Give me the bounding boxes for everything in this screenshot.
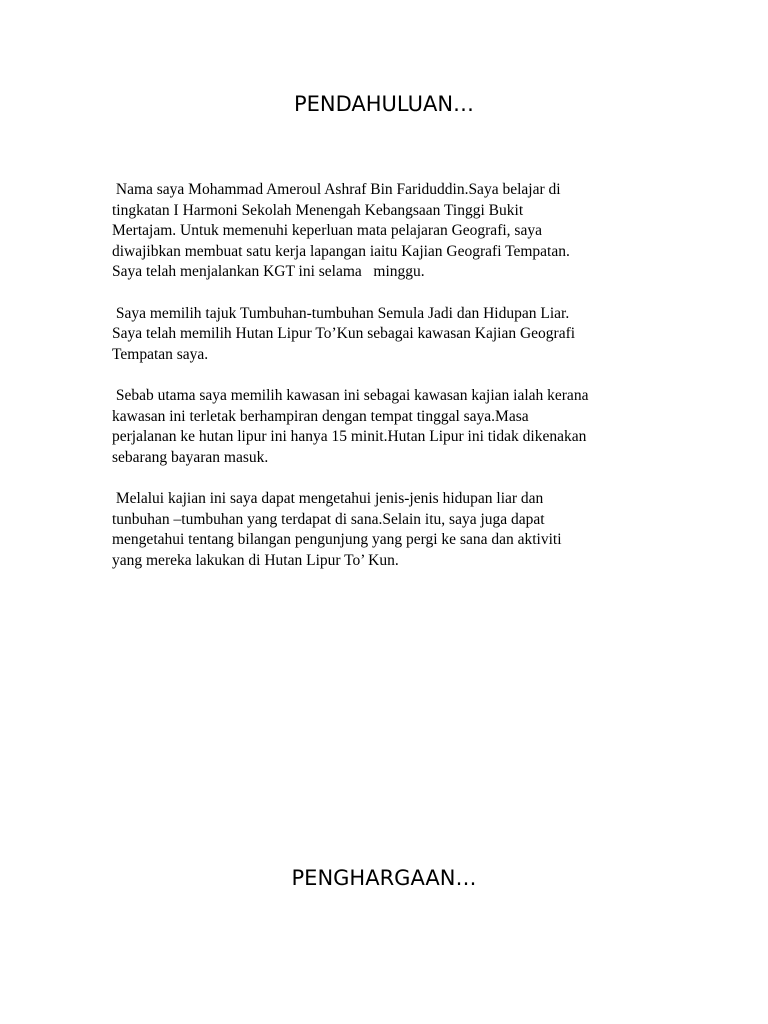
paragraph-4	[112, 489, 672, 571]
paragraph-line: Tempatan saya.	[112, 345, 209, 363]
body-text	[112, 180, 672, 592]
paragraph-1	[112, 180, 672, 283]
paragraph-line: diwajibkan membuat satu kerja lapangan iaitu Kajian Geografi Tempatan.	[112, 242, 570, 260]
paragraph-line: kawasan ini terletak berhampiran dengan tempat tinggal saya.Masa	[112, 407, 529, 425]
heading-pendahuluan: PENDAHULUAN…	[293, 92, 475, 116]
paragraph-line: tingkatan I Harmoni Sekolah Menengah Kebangsaan Tinggi Bukit	[112, 201, 524, 219]
paragraph-3	[112, 386, 672, 468]
paragraph-line: Saya memilih tajuk Tumbuhan-tumbuhan Semula Jadi dan Hidupan Liar.	[112, 304, 570, 322]
paragraph-line: mengetahui tentang bilangan pengunjung yang pergi ke sana dan aktiviti	[112, 531, 562, 549]
paragraph-line: Mertajam. Untuk memenuhi keperluan mata pelajaran Geografi, saya	[112, 222, 542, 240]
paragraph-line: Nama saya Mohammad Ameroul Ashraf Bin Fariduddin.Saya belajar di	[112, 181, 561, 198]
paragraph-line: tunbuhan –tumbuhan yang terdapat di sana.Selain itu, saya juga dapat	[112, 510, 545, 528]
paragraph-line: yang mereka lakukan di Hutan Lipur To’ Kun.	[112, 551, 399, 569]
paragraph-2	[112, 304, 672, 366]
paragraph-line: Sebab utama saya memilih kawasan ini sebagai kawasan kajian ialah kerana	[112, 386, 589, 404]
heading-penghargaan: PENGHARGAAN…	[291, 866, 477, 890]
paragraph-line: Melalui kajian ini saya dapat mengetahui jenis-jenis hidupan liar dan	[112, 489, 544, 507]
paragraph-line: Saya telah memilih Hutan Lipur To’Kun sebagai kawasan Kajian Geografi	[112, 325, 576, 343]
paragraph-line: perjalanan ke hutan lipur ini hanya 15 minit.Hutan Lipur ini tidak dikenakan	[112, 428, 587, 446]
paragraph-line: sebarang bayaran masuk.	[112, 448, 269, 466]
paragraph-line: Saya telah menjalankan KGT ini selama minggu.	[112, 263, 425, 281]
